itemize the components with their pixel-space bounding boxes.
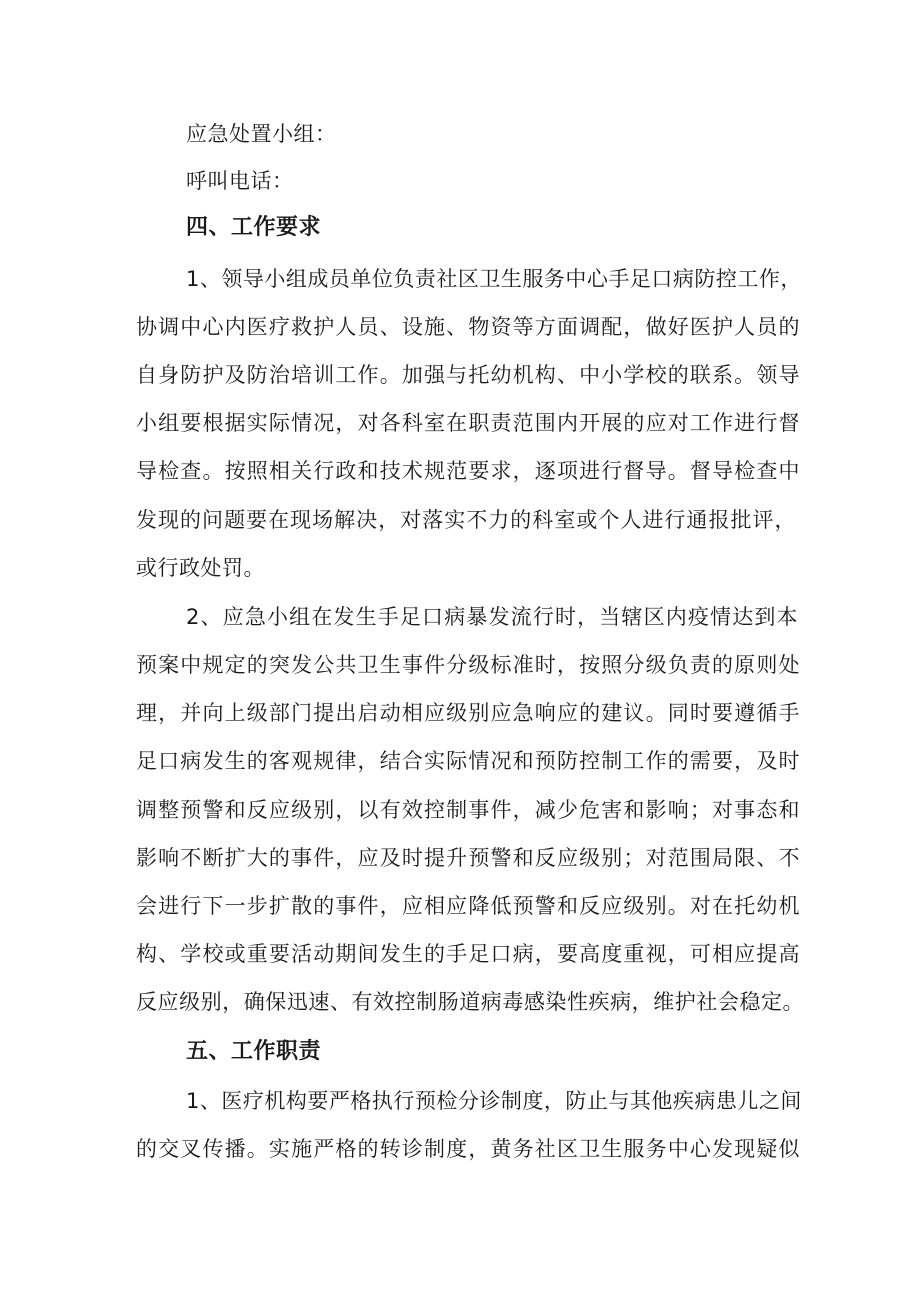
paragraph-2-line-4: 足口病发生的客观规律，结合实际情况和预防控制工作的需要，及时: [136, 749, 800, 773]
paragraph-1-line-7: 或行政处罚。: [136, 556, 265, 580]
paragraph-1-line-3: 自身防护及防治培训工作。加强与托幼机构、中小学校的联系。领导: [136, 363, 800, 387]
paragraph-3-line-1: 1、医疗机构要严格执行预检分诊制度，防止与其他疾病患儿之间: [186, 1089, 802, 1113]
paragraph-1-line-1: 1、领导小组成员单位负责社区卫生服务中心手足口病防控工作，: [186, 267, 802, 291]
paragraph-2-line-2: 预案中规定的突发公共卫生事件分级标准时，按照分级负责的原则处: [136, 653, 800, 677]
paragraph-1-line-2: 协调中心内医疗救护人员、设施、物资等方面调配，做好医护人员的: [136, 315, 800, 339]
emergency-team-label: 应急处置小组：: [186, 122, 337, 146]
paragraph-2-line-1: 2、应急小组在发生手足口病暴发流行时，当辖区内疫情达到本: [186, 605, 798, 629]
section-heading-5: 五、工作职责: [186, 1039, 322, 1064]
paragraph-2-line-7: 会进行下一步扩散的事件，应相应降低预警和反应级别。对在托幼机: [136, 894, 800, 918]
paragraph-2-line-8: 构、学校或重要活动期间发生的手足口病，要高度重视，可相应提高: [136, 942, 800, 966]
paragraph-1-line-6: 发现的问题要在现场解决，对落实不力的科室或个人进行通报批评，: [136, 508, 796, 532]
paragraph-2-line-5: 调整预警和反应级别，以有效控制事件，减少危害和影响；对事态和: [136, 798, 800, 822]
paragraph-2-line-9: 反应级别，确保迅速、有效控制肠道病毒感染性疾病，维护社会稳定。: [136, 990, 804, 1014]
paragraph-1-line-4: 小组要根据实际情况，对各科室在职责范围内开展的应对工作进行督: [136, 411, 800, 435]
paragraph-1-line-5: 导检查。按照相关行政和技术规范要求，逐项进行督导。督导检查中: [136, 459, 800, 483]
paragraph-3-line-2: 的交叉传播。实施严格的转诊制度，黄务社区卫生服务中心发现疑似: [136, 1137, 800, 1161]
hotline-label: 呼叫电话：: [186, 169, 294, 193]
paragraph-2-line-3: 理，并向上级部门提出启动相应级别应急响应的建议。同时要遵循手: [136, 701, 800, 725]
section-heading-4: 四、工作要求: [186, 215, 322, 240]
paragraph-2-line-6: 影响不断扩大的事件，应及时提升预警和反应级别；对范围局限、不: [136, 846, 800, 870]
